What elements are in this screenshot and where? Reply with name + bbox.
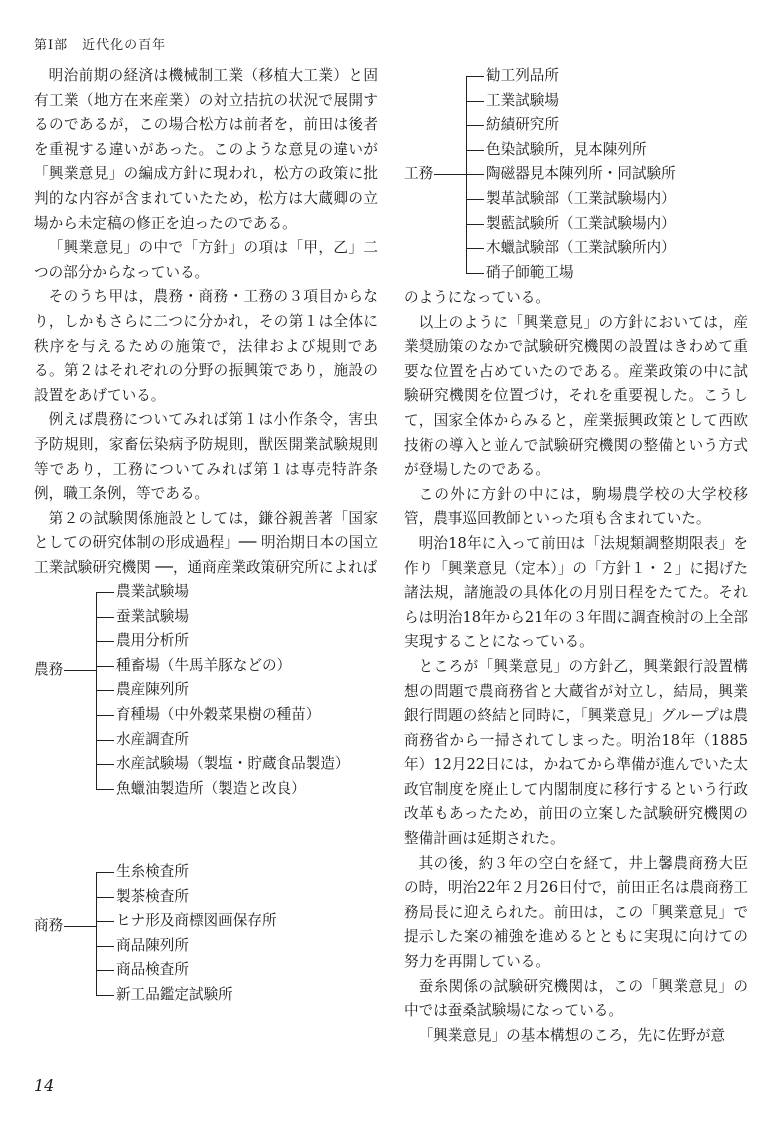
paragraph: 例えば農務についてみれば第１は小作条令，害虫予防規則，家畜伝染病予防規則，獣医開業試験規則等であり，工務についてみれば第１は専売特許条例，職工条例，等である。 xyxy=(34,411,378,503)
agriculture-tree xyxy=(34,580,378,816)
tree-label-industry: 工務 xyxy=(404,165,434,182)
tree-item: 農用分析所 xyxy=(116,632,189,650)
paragraph: 明治18年に入って前田は「法規類調整期限表」を作り「興業意見（定本）」の「方針１・２」に掲げた諸法規，諸施設の具体化の月別日程をたてた。それらは明治18年から21年の３年間に調査検討の上全部実現することになっている。 xyxy=(404,534,748,651)
tree-item: 紡績研究所 xyxy=(486,116,559,133)
tree-item: 水産試験場（製塩・貯蔵食品製造） xyxy=(116,755,350,773)
paragraph: 蚕糸関係の試験研究機関は，この「興業意見」の中では蚕桑試験場になっている。 xyxy=(404,977,748,1020)
tree-item: 製革試験部（工業試験場内） xyxy=(486,190,676,207)
tree-item: 陶磁器見本陳列所・同試験所 xyxy=(486,165,676,182)
page-number: 14 xyxy=(34,1076,55,1095)
tree-label-commerce: 商務 xyxy=(34,917,64,935)
tree-item: 農産陳列所 xyxy=(116,681,189,699)
tree-label-agriculture: 農務 xyxy=(34,661,64,679)
tree-item: 商品陳列所 xyxy=(116,937,189,955)
tree-item: 木蠟試験部（工業試験所内） xyxy=(486,239,676,256)
paragraph: そのうち甲は，農務・商務・工務の３項目からなり，しかもさらに二つに分かれ，その第１は全体に秩序を与えるための施策で，法律および規則である。第２はそれぞれの分野の振興策であり，施設の設置をあげている。 xyxy=(34,288,378,404)
tree-item: 生糸検査所 xyxy=(116,863,189,881)
paragraph: 第２の試験関係施設としては，鎌谷親善著「国家としての研究体制の形成過程」── 明治期日本の国立工業試験研究機関 ──，通商産業政策研究所によれば xyxy=(34,509,378,576)
tree-item: 新工品鑑定試験所 xyxy=(116,986,233,1004)
paragraph: ところが「興業意見」の方針乙，興業銀行設置構想の問題で農商務省と大蔵省が対立し，結局，興業銀行問題の終結と同時に，「興業意見」グループは農商務省から一掃されてしまった。明治18年（1885年）12月22日には，かねてから準備が進んでいた太政官制度を廃止して内閣制度に移行するという行政改革もあったため，前田の立案した試験研究機関の整備計画は延期された。 xyxy=(404,657,748,848)
paragraph: 明治前期の経済は機械制工業（移植大工業）と固有工業（地方在来産業）の対立拮抗の状況で展開するのであるが，この場合松方は前者を，前田は後者を重視する違いがあった。このような意見の違いが「興業意見」の編成方針に現われ，松方の政策に批判的な内容が含まれていたため，松方は大蔵卿の立場から未定稿の修正を迫ったのである。 xyxy=(34,67,378,232)
tree-item: 硝子師範工場 xyxy=(486,264,574,281)
paragraph: この外に方針の中には，駒場農学校の大学校移管，農事巡回教師といった項も含まれていた。 xyxy=(404,485,748,528)
tree-item: 魚蠟油製造所（製造と改良） xyxy=(116,780,306,798)
tree-item: 育種場（中外穀菜果樹の種苗） xyxy=(116,706,321,724)
running-header: 第Ⅰ部 近代化の百年 xyxy=(34,38,167,53)
paragraph: 「興業意見」の基本構想のころ，先に佐野が意 xyxy=(418,1026,726,1044)
tree-item: ヒナ形及商標図画保存所 xyxy=(116,912,277,930)
tree-item: 農業試験場 xyxy=(116,583,189,601)
paragraph: 其の後，約３年の空白を経て，井上馨農商務大臣の時，明治22年２月26日付で，前田正名は農商務工務局長に迎えられた。前田は，この「興業意見」で提示した案の補強を進めるとともに実現に向けての努力を再開している。 xyxy=(404,854,748,971)
tree-item: 水産調査所 xyxy=(116,731,189,749)
tree-item: 製藍試験所（工業試験場内） xyxy=(486,215,676,232)
tree-item: 種畜場（牛馬羊豚などの） xyxy=(116,657,292,675)
tree-item: 蚕業試験場 xyxy=(116,608,189,626)
left-column xyxy=(34,64,378,1010)
industry-tree xyxy=(404,64,748,286)
tree-item: 工業試験場 xyxy=(486,92,559,109)
tree-item: 商品検査所 xyxy=(116,961,189,979)
commerce-tree xyxy=(34,860,378,1010)
tree-item: 製茶検査所 xyxy=(116,888,189,906)
tree-item: 色染試験所，見本陳列所 xyxy=(486,141,647,158)
right-column xyxy=(404,64,748,1048)
paragraph: 「興業意見」の中で「方針」の項は「甲，乙」二つの部分からなっている。 xyxy=(34,239,378,281)
paragraph: 以上のように「興業意見」の方針においては，産業奨励策のなかで試験研究機関の設置はきわめて重要な位置を占めていたのである。産業政策の中に試験研究機関を位置づけ，それを重要視した。こうして，国家全体からみると，産業振興政策として西欧技術の導入と並んで試験研究機関の整備という方式が登場したのである。 xyxy=(404,313,748,479)
tree-item: 勧工列品所 xyxy=(486,67,559,84)
paragraph: のようになっている。 xyxy=(404,289,550,306)
